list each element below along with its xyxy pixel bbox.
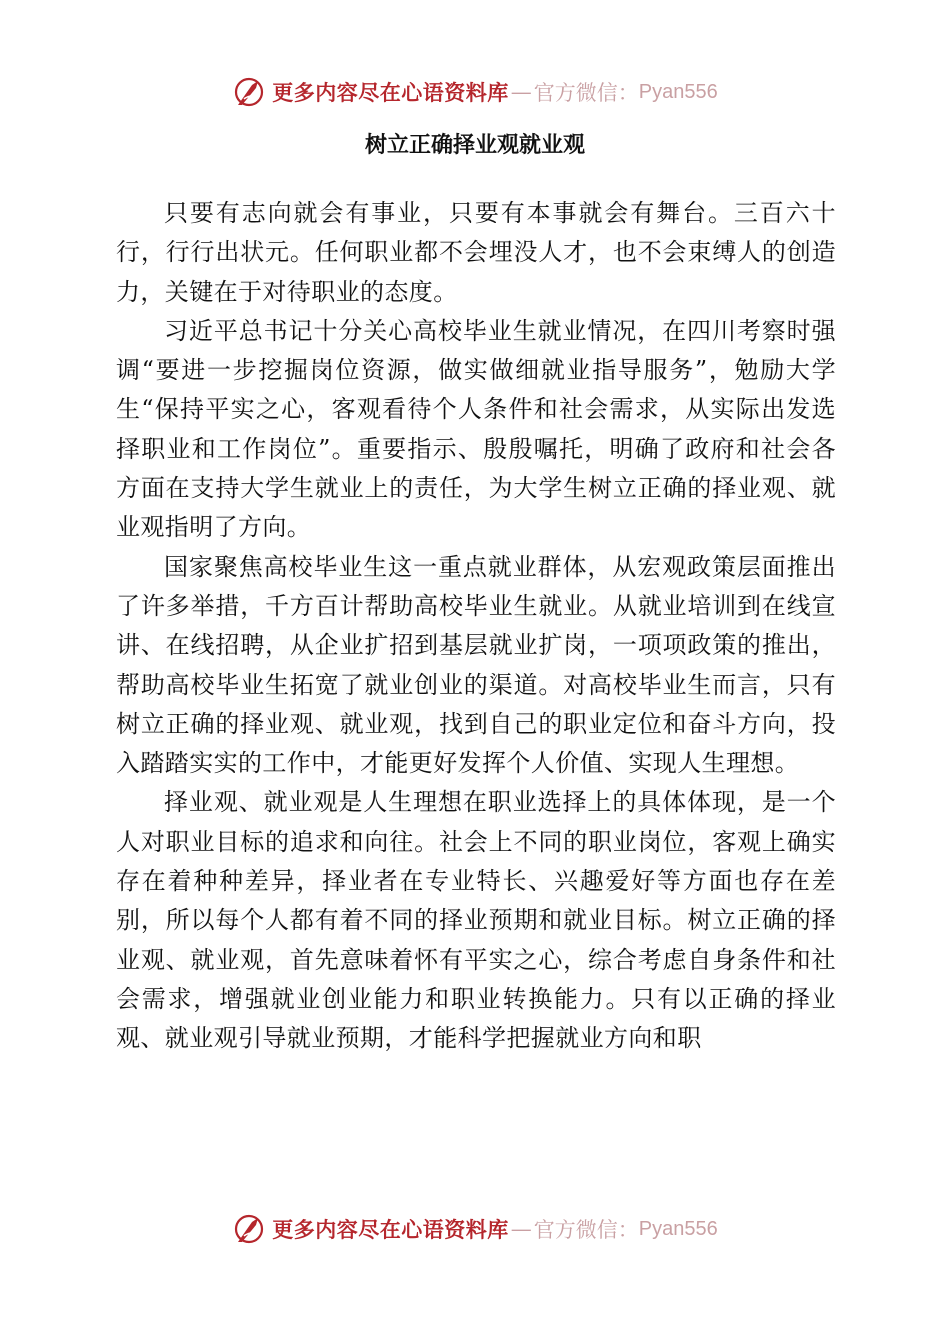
- header-banner: [0, 72, 950, 112]
- footer-banner: [0, 1209, 950, 1249]
- banner-wechat-label: 官方微信：: [533, 81, 639, 105]
- fountain-pen-logo-icon: [232, 75, 266, 109]
- document-title: 树立正确择业观就业观: [364, 133, 585, 158]
- paragraph: 国家聚焦高校毕业生这一重点就业群体，从宏观政策层面推出了许多举措，千方百计帮助高校毕业生就业。从就业培训到在线宣讲、在线招聘，从企业扩招到基层就业扩岗，一项项政策的推出，帮助高校毕业生拓宽了就业创业的渠道。对高校毕业生而言，只有树立正确的择业观、就业观，找到自己的职业定位和奋斗方向，投入踏踏实实的工作中，才能更好发挥个人价值、实现人生理想。: [116, 552, 836, 778]
- paragraph: 只要有志向就会有事业，只要有本事就会有舞台。三百六十行，行行出状元。任何职业都不会埋没人才，也不会束缚人的创造力，关键在于对待职业的态度。: [116, 199, 836, 306]
- banner-promo-text: 更多内容尽在心语资料库: [272, 80, 509, 105]
- banner-wechat-id: Pyan556: [638, 80, 718, 103]
- paragraph: 择业观、就业观是人生理想在职业选择上的具体体现，是一个人对职业目标的追求和向往。社会上不同的职业岗位，客观上确实存在着种种差异，择业者在专业特长、兴趣爱好等方面也存在差别，所以每个人都有着不同的择业预期和就业目标。树立正确的择业观、就业观，首先意味着怀有平实之心，综合考虑自身条件和社会需求，增强就业创业能力和职业转换能力。只有以正确的择业观、就业观引导就业预期，才能科学把握就业方向和职: [116, 788, 836, 1053]
- banner-promo-text: 更多内容尽在心语资料库: [272, 1217, 509, 1242]
- document-body: [116, 194, 836, 1059]
- fountain-pen-logo-icon: [232, 1212, 266, 1246]
- banner-dash: —: [510, 80, 532, 104]
- banner-wechat-id: Pyan556: [638, 1217, 718, 1240]
- banner-wechat-label: 官方微信：: [533, 1218, 639, 1242]
- banner-dash: —: [510, 1217, 532, 1241]
- paragraph: 习近平总书记十分关心高校毕业生就业情况，在四川考察时强调“要进一步挖掘岗位资源，做实做细就业指导服务”，勉励大学生“保持平实之心，客观看待个人条件和社会需求，从实际出发选择职业和工作岗位”。重要指示、殷殷嘱托，明确了政府和社会各方面在支持大学生就业上的责任，为大学生树立正确的择业观、就业观指明了方向。: [116, 316, 836, 542]
